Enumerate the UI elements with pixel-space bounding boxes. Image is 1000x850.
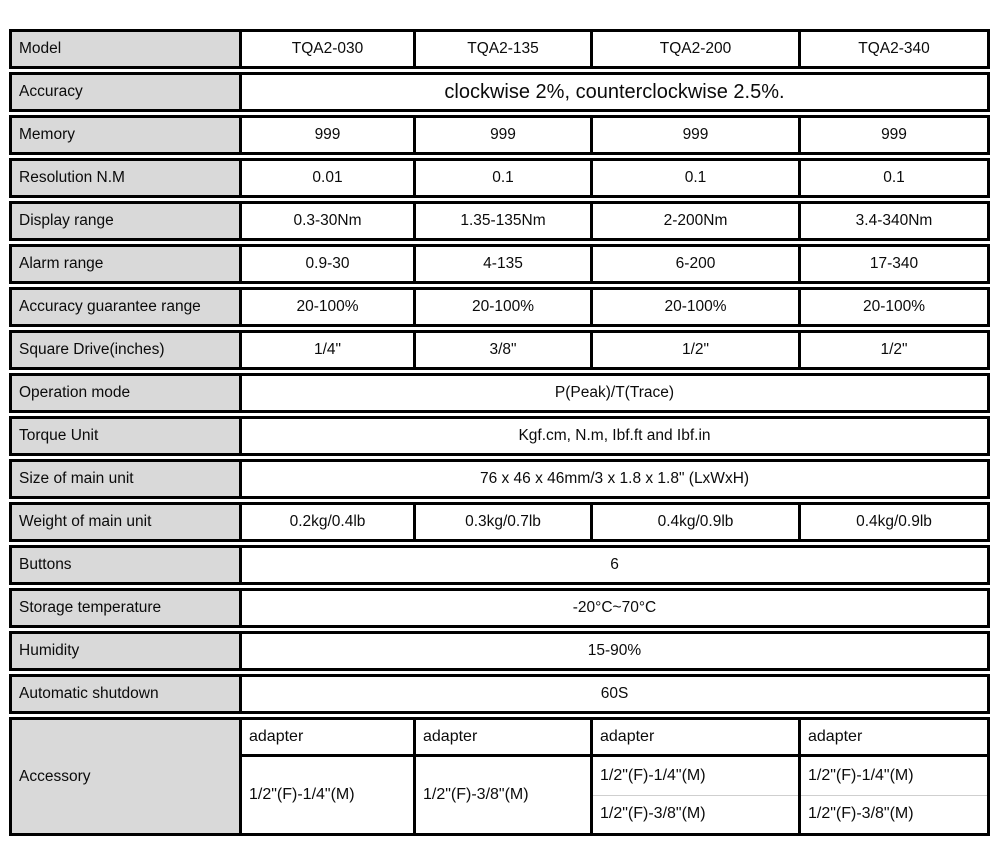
adapter-heading: adapter — [593, 720, 798, 757]
span-cell: -20°C~70°C — [239, 588, 990, 628]
value-cell: 999 — [413, 115, 590, 155]
row-label-automatic-shutdown: Automatic shutdown — [9, 674, 239, 714]
value-cell: 0.4kg/0.9lb — [590, 502, 798, 542]
value-cell: 20-100% — [798, 287, 990, 327]
value-cell: 1/2" — [590, 330, 798, 370]
value-cell: 0.4kg/0.9lb — [798, 502, 990, 542]
value-cell: 999 — [590, 115, 798, 155]
row-label-memory: Memory — [9, 115, 239, 155]
adapter-values — [593, 757, 798, 833]
row-label-square-drive: Square Drive(inches) — [9, 330, 239, 370]
value-cell: 2-200Nm — [590, 201, 798, 241]
adapter-value: 1/2"(F)-3/8"(M) — [600, 805, 706, 823]
accessory-cell — [239, 717, 413, 836]
span-cell: 60S — [239, 674, 990, 714]
value-cell: 0.2kg/0.4lb — [239, 502, 413, 542]
adapter-values — [416, 757, 590, 833]
value-cell: 0.9-30 — [239, 244, 413, 284]
value-cell: 0.01 — [239, 158, 413, 198]
value-cell: 0.1 — [798, 158, 990, 198]
adapter-value: 1/2"(F)-1/4"(M) — [593, 757, 798, 796]
adapter-value: 1/2"(F)-1/4"(M) — [249, 786, 355, 803]
row-label-size: Size of main unit — [9, 459, 239, 499]
value-cell: 999 — [798, 115, 990, 155]
value-cell: 0.3-30Nm — [239, 201, 413, 241]
span-cell: P(Peak)/T(Trace) — [239, 373, 990, 413]
value-cell: 4-135 — [413, 244, 590, 284]
row-weight — [9, 502, 990, 542]
row-label-accuracy: Accuracy — [9, 72, 239, 112]
row-resolution — [9, 158, 990, 198]
row-label-accessory: Accessory — [9, 717, 239, 836]
value-cell: 1/2" — [798, 330, 990, 370]
value-cell: 0.3kg/0.7lb — [413, 502, 590, 542]
value-cell: 3.4-340Nm — [798, 201, 990, 241]
span-cell: 15-90% — [239, 631, 990, 671]
row-label-humidity: Humidity — [9, 631, 239, 671]
value-cell: 20-100% — [239, 287, 413, 327]
row-accuracy-guarantee — [9, 287, 990, 327]
span-cell: Kgf.cm, N.m, Ibf.ft and Ibf.in — [239, 416, 990, 456]
row-label-resolution: Resolution N.M — [9, 158, 239, 198]
adapter-value: 1/2"(F)-3/8"(M) — [423, 786, 529, 803]
row-model — [9, 29, 990, 69]
adapter-value: 1/2"(F)-1/4"(M) — [801, 757, 987, 796]
row-square-drive — [9, 330, 990, 370]
spec-table-container — [9, 26, 990, 839]
accessory-cell — [413, 717, 590, 836]
row-buttons — [9, 545, 990, 585]
adapter-heading: adapter — [242, 720, 413, 757]
value-cell: 20-100% — [590, 287, 798, 327]
accessory-cell — [590, 717, 798, 836]
value-cell: 3/8" — [413, 330, 590, 370]
row-label-operation-mode: Operation mode — [9, 373, 239, 413]
row-operation-mode — [9, 373, 990, 413]
adapter-value: 1/2"(F)-3/8"(M) — [808, 805, 914, 823]
adapter-heading: adapter — [801, 720, 987, 757]
row-label-alarm-range: Alarm range — [9, 244, 239, 284]
value-cell: 6-200 — [590, 244, 798, 284]
row-display-range — [9, 201, 990, 241]
row-label-model: Model — [9, 29, 239, 69]
row-torque-unit — [9, 416, 990, 456]
adapter-values — [242, 757, 413, 833]
row-memory — [9, 115, 990, 155]
row-label-torque-unit: Torque Unit — [9, 416, 239, 456]
model-cell: TQA2-200 — [590, 29, 798, 69]
value-cell: 999 — [239, 115, 413, 155]
accuracy-span-cell: clockwise 2%, counterclockwise 2.5%. — [239, 72, 990, 112]
row-accessory — [9, 717, 990, 836]
row-label-display-range: Display range — [9, 201, 239, 241]
spec-table — [9, 26, 990, 839]
row-humidity — [9, 631, 990, 671]
value-cell: 1/4" — [239, 330, 413, 370]
value-cell: 20-100% — [413, 287, 590, 327]
model-cell: TQA2-340 — [798, 29, 990, 69]
value-cell: 0.1 — [413, 158, 590, 198]
value-cell: 17-340 — [798, 244, 990, 284]
row-automatic-shutdown — [9, 674, 990, 714]
model-cell: TQA2-030 — [239, 29, 413, 69]
row-alarm-range — [9, 244, 990, 284]
span-cell: 6 — [239, 545, 990, 585]
row-size — [9, 459, 990, 499]
span-cell: 76 x 46 x 46mm/3 x 1.8 x 1.8" (LxWxH) — [239, 459, 990, 499]
value-cell: 0.1 — [590, 158, 798, 198]
adapter-heading: adapter — [416, 720, 590, 757]
model-cell: TQA2-135 — [413, 29, 590, 69]
row-label-accuracy-guarantee: Accuracy guarantee range — [9, 287, 239, 327]
row-storage-temperature — [9, 588, 990, 628]
row-label-buttons: Buttons — [9, 545, 239, 585]
row-label-weight: Weight of main unit — [9, 502, 239, 542]
accessory-cell — [798, 717, 990, 836]
value-cell: 1.35-135Nm — [413, 201, 590, 241]
row-label-storage-temperature: Storage temperature — [9, 588, 239, 628]
row-accuracy — [9, 72, 990, 112]
adapter-values — [801, 757, 987, 833]
